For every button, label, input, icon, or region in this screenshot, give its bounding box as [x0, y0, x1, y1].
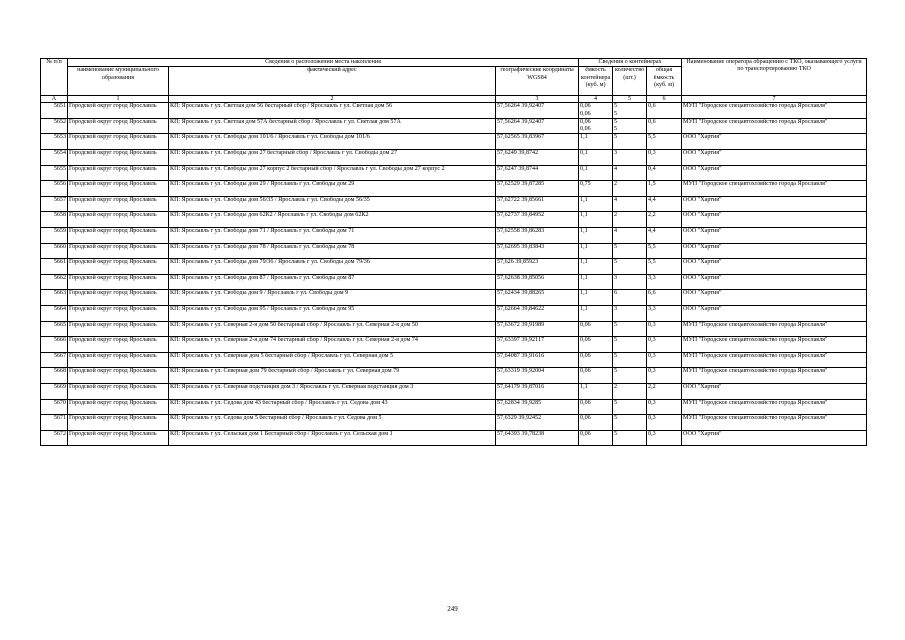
quantity-cell [613, 228, 647, 244]
row-number-cell: 5658 [41, 212, 68, 228]
municipality-cell: Городской округ город Ярославль [68, 352, 169, 368]
capacity-cell-value: 0,06 [580, 399, 591, 406]
quantity-cell [613, 290, 647, 306]
quantity-cell [613, 368, 647, 384]
row-number-cell: 5653 [41, 134, 68, 150]
quantity-cell [613, 118, 647, 134]
column-index: А [41, 96, 68, 103]
operator-cell: МУП "Городское спецавтохозяйство города Ярославля" [682, 368, 867, 384]
coordinates-cell: 57,62722 39,85661 [496, 196, 579, 212]
capacity-cell [579, 352, 613, 368]
address-cell: КП: Ярославль г ул. Свободы дом 95 / Ярославль г ул. Свободы дом 95 [169, 306, 496, 322]
row-number-cell: 5666 [41, 337, 68, 353]
municipality-cell: Городской округ город Ярославль [68, 181, 169, 197]
municipality-cell: Городской округ город Ярославль [68, 118, 169, 134]
capacity-cell-value: 0,1 [580, 165, 588, 172]
table-row [41, 352, 867, 368]
table-row [41, 290, 867, 306]
municipality-cell: Городской округ город Ярославль [68, 274, 169, 290]
column-index: 1 [68, 96, 169, 103]
row-number-cell: 5660 [41, 243, 68, 259]
quantity-cell-value: 2 [614, 212, 618, 219]
capacity-cell-value: 1,1 [580, 212, 588, 219]
municipality-cell: Городской округ город Ярославль [68, 399, 169, 415]
header-containers-group: Сведения о контейнерах [579, 59, 682, 67]
operator-cell: ООО "Хартия" [682, 259, 867, 275]
capacity-cell [579, 415, 613, 431]
total-capacity-cell: 5,5 [647, 259, 682, 275]
operator-cell: МУП "Городское спецавтохозяйство города Ярославля" [682, 399, 867, 415]
coordinates-cell: 57,64179 39,87016 [496, 383, 579, 399]
row-number-cell: 5668 [41, 368, 68, 384]
total-capacity-cell: 0,3 [647, 150, 682, 166]
municipality-cell: Городской округ город Ярославль [68, 337, 169, 353]
row-number-cell: 5671 [41, 415, 68, 431]
capacity-cell [579, 321, 613, 337]
municipality-cell: Городской округ город Ярославль [68, 290, 169, 306]
quantity-cell [613, 352, 647, 368]
capacity-cell-value: 1,1 [580, 134, 588, 141]
address-cell: КП: Ярославль г ул. Северная дом 5 бестарный сбор / Ярославль г ул. Северная дом 5 [169, 352, 496, 368]
coordinates-cell: 57,62664 39,84622 [496, 306, 579, 322]
table-row [41, 399, 867, 415]
quantity-cell-value: 5 [614, 352, 618, 359]
operator-cell: ООО "Хартия" [682, 243, 867, 259]
address-cell: КП: Ярославль г ул. Свободы дом 27 бестарный сбор / Ярославль г ул. Свободы дом 27 [169, 150, 496, 166]
table-row [41, 337, 867, 353]
coordinates-cell: 57,63319 39,92004 [496, 368, 579, 384]
capacity-cell [579, 103, 613, 119]
quantity-cell-value: 3 [614, 150, 618, 157]
address-cell: КП: Ярославль г ул. Северная дом 79 бестарный сбор / Ярославль г ул. Северная дом 79 [169, 368, 496, 384]
quantity-cell-value: 5 [614, 103, 618, 110]
capacity-cell-value: 1,1 [580, 259, 588, 266]
coordinates-cell: 57,6249 39,8742 [496, 150, 579, 166]
capacity-cell-value: 1,1 [580, 228, 588, 235]
coordinates-cell: 57,56264 39,92407 [496, 118, 579, 134]
quantity-cell-value: 3 [614, 306, 618, 313]
quantity-cell-value: 5 [614, 126, 618, 133]
row-number-cell: 5665 [41, 321, 68, 337]
row-number-cell: 5672 [41, 430, 68, 446]
quantity-cell-value: 4 [614, 165, 618, 172]
quantity-cell-value: 5 [614, 118, 618, 125]
capacity-cell-value: 0,06 [580, 118, 591, 125]
capacity-cell-value: 0,06 [580, 110, 591, 117]
capacity-cell [579, 368, 613, 384]
column-index: 2 [169, 96, 496, 103]
table-row [41, 306, 867, 322]
total-capacity-cell: 0,3 [647, 368, 682, 384]
quantity-cell [613, 415, 647, 431]
capacity-cell-value: 0,06 [580, 368, 591, 375]
operator-cell: МУП "Городское спецавтохозяйство города Ярославля" [682, 103, 867, 119]
header-coordinates: географические координаты WGS84 [496, 67, 579, 96]
address-cell: КП: Ярославль г ул. Седова дом 5 бестарный сбор / Ярославль г ул. Седова дом 5 [169, 415, 496, 431]
header-operator: Наименование оператора обращению с ТКО, оказывающего услуги по транспортированию ТКО [682, 59, 867, 96]
operator-cell: ООО "Хартия" [682, 306, 867, 322]
coordinates-cell: 57,63672 39,91989 [496, 321, 579, 337]
table-row [41, 321, 867, 337]
coordinates-cell: 57,63397 39,92117 [496, 337, 579, 353]
quantity-cell-value: 5 [614, 337, 618, 344]
table-row [41, 212, 867, 228]
address-cell: КП: Ярославль г ул. Свободы дом 78 / Ярославль г ул. Свободы дом 78 [169, 243, 496, 259]
quantity-cell-value: 5 [614, 415, 618, 422]
capacity-cell [579, 181, 613, 197]
total-capacity-cell: 4,4 [647, 196, 682, 212]
row-number-cell: 5662 [41, 274, 68, 290]
operator-cell: МУП "Городское спецавтохозяйство города Ярославля" [682, 118, 867, 134]
total-capacity-cell: 5,5 [647, 243, 682, 259]
table-row [41, 118, 867, 134]
municipality-cell: Городской округ город Ярославль [68, 430, 169, 446]
capacity-cell [579, 399, 613, 415]
capacity-cell-value: 0,06 [580, 321, 591, 328]
operator-cell: ООО "Хартия" [682, 150, 867, 166]
operator-cell: ООО "Хартия" [682, 212, 867, 228]
quantity-cell-value: 5 [614, 134, 618, 141]
municipality-cell: Городской округ город Ярославль [68, 368, 169, 384]
quantity-cell-value: 4 [614, 228, 618, 235]
operator-cell: МУП "Городское спецавтохозяйство города Ярославля" [682, 352, 867, 368]
table-row [41, 165, 867, 181]
table-row [41, 150, 867, 166]
operator-cell: МУП "Городское спецавтохозяйство города Ярославля" [682, 321, 867, 337]
coordinates-cell: 57,64393 39,78238 [496, 430, 579, 446]
quantity-cell [613, 321, 647, 337]
address-cell: КП: Ярославль г ул. Сельская дом 1 Бестарный сбор / Ярославль г ул. Сельская дом 1 [169, 430, 496, 446]
operator-cell: ООО "Хартия" [682, 290, 867, 306]
capacity-cell-value: 0,06 [580, 430, 591, 437]
row-number-cell: 5669 [41, 383, 68, 399]
table-header [41, 59, 867, 103]
header-quantity: количество (шт.) [613, 67, 647, 96]
address-cell: КП: Ярославль г ул. Свободы дом 62К2 / Ярославль г ул. Свободы дом 62К2 [169, 212, 496, 228]
row-number-cell: 5657 [41, 196, 68, 212]
quantity-cell [613, 181, 647, 197]
coordinates-cell: 57,6329 39,92452 [496, 415, 579, 431]
address-cell: КП: Ярославль г ул. Свободы дом 27 корпус 2 бестарный сбор / Ярославль г ул. Свободы дом 27 корпус 2 [169, 165, 496, 181]
municipality-cell: Городской округ город Ярославль [68, 196, 169, 212]
quantity-cell [613, 383, 647, 399]
capacity-cell [579, 212, 613, 228]
capacity-cell [579, 306, 613, 322]
quantity-cell [613, 337, 647, 353]
operator-cell: ООО "Хартия" [682, 228, 867, 244]
capacity-cell-value: 1,1 [580, 274, 588, 281]
total-capacity-cell: 2,2 [647, 212, 682, 228]
quantity-cell [613, 103, 647, 119]
municipality-cell: Городской округ город Ярославль [68, 134, 169, 150]
municipality-cell: Городской округ город Ярославль [68, 228, 169, 244]
total-capacity-cell: 1,5 [647, 181, 682, 197]
column-index: 6 [647, 96, 682, 103]
quantity-cell-value: 6 [614, 290, 618, 297]
quantity-cell [613, 306, 647, 322]
quantity-cell-value: 5 [614, 243, 618, 250]
quantity-cell [613, 196, 647, 212]
coordinates-cell: 57,62695 39,83843 [496, 243, 579, 259]
total-capacity-cell: 0,6 [647, 118, 682, 134]
total-capacity-cell: 3,3 [647, 306, 682, 322]
row-number-cell: 5663 [41, 290, 68, 306]
header-capacity: ёмкость контейнера (куб. м) [579, 67, 613, 96]
quantity-cell-value: 5 [614, 321, 618, 328]
row-number-cell: 5661 [41, 259, 68, 275]
column-index-row [41, 96, 867, 103]
total-capacity-cell: 4,4 [647, 228, 682, 244]
capacity-cell [579, 274, 613, 290]
municipality-cell: Городской округ город Ярославль [68, 383, 169, 399]
capacity-cell-value: 1,1 [580, 306, 588, 313]
row-number-cell: 5652 [41, 118, 68, 134]
capacity-cell [579, 430, 613, 446]
capacity-cell-value: 1,1 [580, 196, 588, 203]
quantity-cell [613, 399, 647, 415]
operator-cell: ООО "Хартия" [682, 274, 867, 290]
operator-cell: ООО "Хартия" [682, 383, 867, 399]
row-number-cell: 5664 [41, 306, 68, 322]
operator-cell: ООО "Хартия" [682, 430, 867, 446]
total-capacity-cell: 0,3 [647, 430, 682, 446]
total-capacity-cell: 0,3 [647, 399, 682, 415]
quantity-cell-value: 2 [614, 181, 618, 188]
address-cell: КП: Ярославль г ул. Свободы дом 71 / Ярославль г ул. Свободы дом 71 [169, 228, 496, 244]
capacity-cell-value: 0,06 [580, 126, 591, 133]
registry-sheet [40, 58, 866, 446]
total-capacity-cell: 3,3 [647, 274, 682, 290]
municipality-cell: Городской округ город Ярославль [68, 150, 169, 166]
address-cell: КП: Ярославль г ул. Свободы дом 101/6 / Ярославль г ул. Свободы дом 101/6 [169, 134, 496, 150]
coordinates-cell: 57,626 39,85923 [496, 259, 579, 275]
municipality-cell: Городской округ город Ярославль [68, 165, 169, 181]
capacity-cell [579, 228, 613, 244]
table-row [41, 415, 867, 431]
address-cell: КП: Ярославль г ул. Светлая дом 56 бестарный сбор / Ярославль г ул. Светлая дом 56 [169, 103, 496, 119]
total-capacity-cell: 6,6 [647, 290, 682, 306]
operator-cell: ООО "Хартия" [682, 196, 867, 212]
waste-sites-table [40, 58, 867, 446]
quantity-cell-value: 2 [614, 383, 618, 390]
coordinates-cell: 57,62434 39,88265 [496, 290, 579, 306]
quantity-cell [613, 134, 647, 150]
municipality-cell: Городской округ город Ярославль [68, 415, 169, 431]
operator-cell: ООО "Хартия" [682, 134, 867, 150]
table-row [41, 430, 867, 446]
table-row [41, 259, 867, 275]
coordinates-cell: 57,64087 39,91616 [496, 352, 579, 368]
capacity-cell [579, 243, 613, 259]
operator-cell: МУП "Городское спецавтохозяйство города Ярославля" [682, 415, 867, 431]
coordinates-cell: 57,62834 39,9285 [496, 399, 579, 415]
header-row-number: № п/п [41, 59, 68, 96]
header-location-group: Сведения о расположении места накопления [68, 59, 579, 67]
capacity-cell-value: 1,1 [580, 243, 588, 250]
address-cell: КП: Ярославль г ул. Седова дом 43 бестарный сбор / Ярославль г ул. Седова дом 43 [169, 399, 496, 415]
quantity-cell-value: 3 [614, 274, 618, 281]
header-address: фактический адрес [169, 67, 496, 96]
capacity-cell [579, 196, 613, 212]
column-index: 4 [579, 96, 613, 103]
coordinates-cell: 57,62638 39,85056 [496, 274, 579, 290]
table-body [41, 103, 867, 446]
address-cell: КП: Ярославль г ул. Северная 2-я дом 74 бестарный сбор / Ярославль г ул. Северная 2-я дом 74 [169, 337, 496, 353]
total-capacity-cell: 0,3 [647, 337, 682, 353]
address-cell: КП: Ярославль г ул. Свободы дом 29 / Ярославль г ул. Свободы дом 29 [169, 181, 496, 197]
quantity-cell [613, 430, 647, 446]
table-row [41, 181, 867, 197]
table-row [41, 368, 867, 384]
total-capacity-cell: 2,2 [647, 383, 682, 399]
capacity-cell [579, 118, 613, 134]
quantity-cell-value: 5 [614, 430, 618, 437]
capacity-cell [579, 383, 613, 399]
address-cell: КП: Ярославль г ул. Свободы дом 9 / Ярославль г ул. Свободы дом 9 [169, 290, 496, 306]
address-cell: КП: Ярославль г ул. Светлая дом 57А бестарный сбор / Ярославль г ул. Светлая дом 57А [169, 118, 496, 134]
capacity-cell-value: 0,1 [580, 150, 588, 157]
operator-cell: МУП "Городское спецавтохозяйство города Ярославля" [682, 337, 867, 353]
table-row [41, 134, 867, 150]
capacity-cell-value: 1,1 [580, 290, 588, 297]
quantity-cell-value: 5 [614, 368, 618, 375]
table-row [41, 383, 867, 399]
operator-cell: ООО "Хартия" [682, 165, 867, 181]
municipality-cell: Городской округ город Ярославль [68, 321, 169, 337]
operator-cell: МУП "Городское спецавтохозяйство города Ярославля" [682, 181, 867, 197]
address-cell: КП: Ярославль г ул. Северная подстанция дом 3 / Ярославль г ул. Северная подстанция дом 3 [169, 383, 496, 399]
header-total-capacity: общая ёмкость (куб. м) [647, 67, 682, 96]
total-capacity-cell: 5,5 [647, 134, 682, 150]
header-municipality: наименование муниципального образования [68, 67, 169, 96]
quantity-cell-value: 5 [614, 259, 618, 266]
address-cell: КП: Ярославль г ул. Северная 2-я дом 50 бестарный сбор / Ярославль г ул. Северная 2-я дом 50 [169, 321, 496, 337]
quantity-cell [613, 165, 647, 181]
quantity-cell [613, 259, 647, 275]
quantity-cell [613, 212, 647, 228]
quantity-cell [613, 274, 647, 290]
row-number-cell: 5670 [41, 399, 68, 415]
coordinates-cell: 57,56264 39,92407 [496, 103, 579, 119]
municipality-cell: Городской округ город Ярославль [68, 306, 169, 322]
page-number: 249 [447, 605, 458, 613]
capacity-cell-value: 0,06 [580, 337, 591, 344]
quantity-cell-value: 5 [614, 399, 618, 406]
total-capacity-cell: 0,3 [647, 321, 682, 337]
capacity-cell-value: 1,1 [580, 383, 588, 390]
quantity-cell [613, 150, 647, 166]
total-capacity-cell: 0,6 [647, 103, 682, 119]
capacity-cell-value: 0,75 [580, 181, 591, 188]
row-number-cell: 5651 [41, 103, 68, 119]
table-row [41, 103, 867, 119]
capacity-cell [579, 337, 613, 353]
coordinates-cell: 57,62737 39,84952 [496, 212, 579, 228]
municipality-cell: Городской округ город Ярославль [68, 259, 169, 275]
municipality-cell: Городской округ город Ярославль [68, 103, 169, 119]
row-number-cell: 5654 [41, 150, 68, 166]
row-number-cell: 5659 [41, 228, 68, 244]
address-cell: КП: Ярославль г ул. Свободы дом 56/35 / Ярославль г ул. Свободы дом 56/35 [169, 196, 496, 212]
row-number-cell: 5667 [41, 352, 68, 368]
quantity-cell-value: 4 [614, 196, 618, 203]
capacity-cell-value: 0,06 [580, 352, 591, 359]
table-row [41, 243, 867, 259]
coordinates-cell: 57,62529 39,87285 [496, 181, 579, 197]
row-number-cell: 5655 [41, 165, 68, 181]
capacity-cell-value: 0,06 [580, 415, 591, 422]
capacity-cell-value: 0,06 [580, 103, 591, 110]
capacity-cell [579, 134, 613, 150]
address-cell: КП: Ярославль г ул. Свободы дом 87 / Ярославль г ул. Свободы дом 87 [169, 274, 496, 290]
total-capacity-cell: 0,4 [647, 165, 682, 181]
municipality-cell: Городской округ город Ярославль [68, 243, 169, 259]
capacity-cell [579, 290, 613, 306]
table-row [41, 228, 867, 244]
column-index: 7 [682, 96, 867, 103]
table-row [41, 274, 867, 290]
municipality-cell: Городской округ город Ярославль [68, 212, 169, 228]
column-index: 3 [496, 96, 579, 103]
quantity-cell-value: 5 [614, 110, 618, 117]
total-capacity-cell: 0,3 [647, 352, 682, 368]
capacity-cell [579, 165, 613, 181]
total-capacity-cell: 0,3 [647, 415, 682, 431]
table-row [41, 196, 867, 212]
row-number-cell: 5656 [41, 181, 68, 197]
quantity-cell [613, 243, 647, 259]
capacity-cell [579, 259, 613, 275]
column-index: 5 [613, 96, 647, 103]
address-cell: КП: Ярославль г ул. Свободы дом 79/36 / Ярославль г ул. Свободы дом 79/36 [169, 259, 496, 275]
coordinates-cell: 57,62558 39,86283 [496, 228, 579, 244]
coordinates-cell: 57,62565 39,83967 [496, 134, 579, 150]
coordinates-cell: 57,6247 39,8744 [496, 165, 579, 181]
capacity-cell [579, 150, 613, 166]
